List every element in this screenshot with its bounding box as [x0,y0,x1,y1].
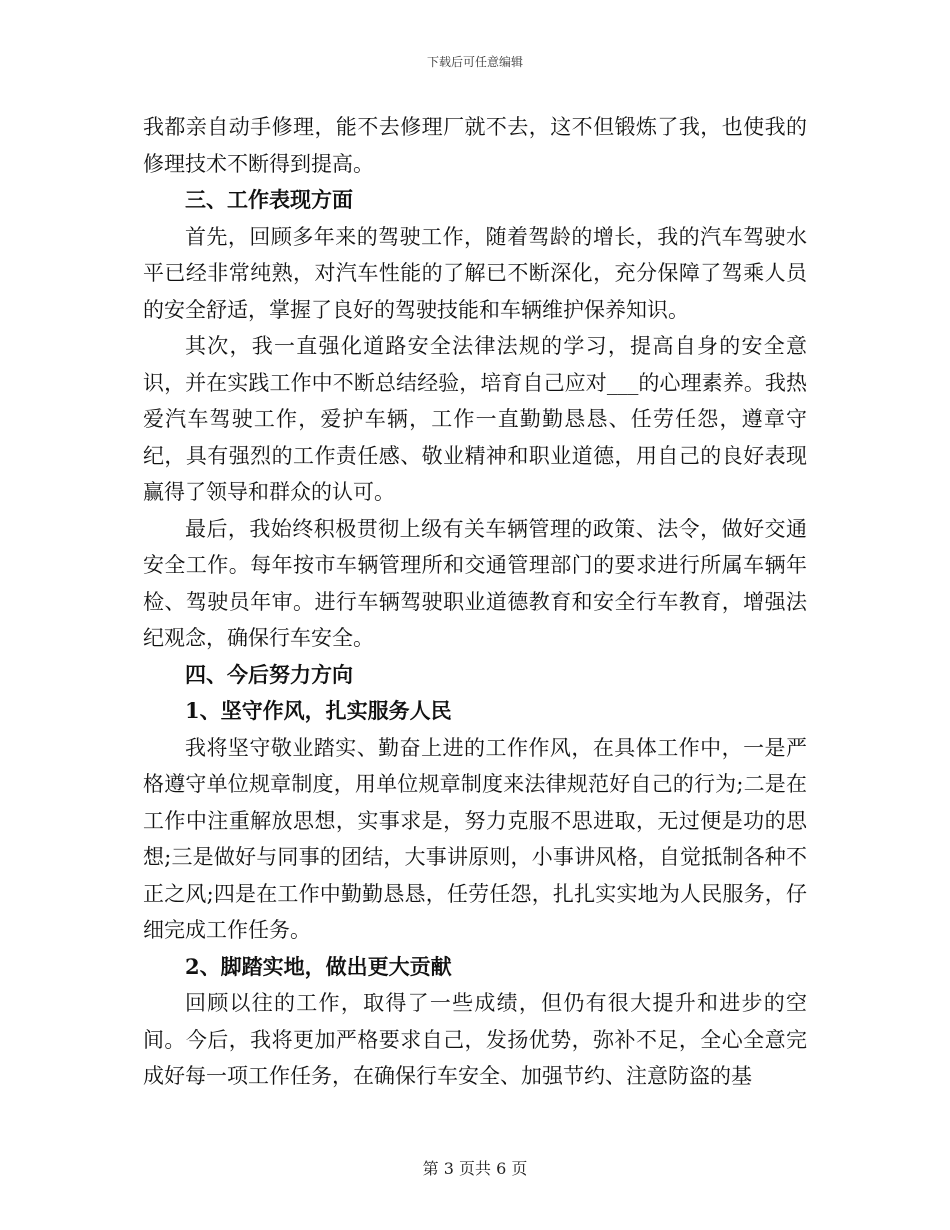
subheading-4-1: 1、坚守作风，扎实服务人民 [185,698,452,723]
subheading-4-2: 2、脚踏实地，做出更大贡献 [185,953,452,979]
paragraph-first: 首先，回顾多年来的驾驶工作，随着驾龄的增长，我的汽车驾驶水平已经非常纯熟，对汽车性能的了解已不断深化，充分保障了驾乘人员的安全舒适，掌握了良好的驾驶技能和车辆维护保养知识。 [143,224,807,322]
paragraph-work-style: 我将坚守敬业踏实、勤奋上进的工作作风，在具体工作中，一是严格遵守单位规章制度，用单位规章制度来法律规范好自己的行为;二是在工作中注重解放思想，实事求是，努力克服不思进取，无过便是功的思想;三是做好与同事的团结，大事讲原则，小事讲风格，自觉抵制各种不正之风;四是在工作中勤勤恳恳，任劳任怨，扎扎实实地为人民服务，仔细完成工作任务。 [143,735,807,942]
paragraph-last: 最后，我始终积极贯彻上级有关车辆管理的政策、法令，做好交通安全工作。每年按市车辆管理所和交通管理部门的要求进行所属车辆年检、驾驶员年审。进行车辆驾驶职业道德教育和安全行车教育，增强法纪观念，确保行车安全。 [143,516,807,650]
page-footer-number: 第 3 页共 6 页 [422,1159,528,1178]
document-body [143,109,807,1095]
page-header: 下载后可任意编辑 [426,55,523,69]
section-heading-4: 四、今后努力方向 [185,661,353,687]
paragraph-continuation: 我都亲自动手修理，能不去修理厂就不去，这不但锻炼了我，也使我的修理技术不断得到提高。 [143,115,807,176]
paragraph-second: 其次，我一直强化道路安全法律法规的学习，提高自身的安全意识，并在实践工作中不断总结经验，培育自己应对___的心理素养。我热爱汽车驾驶工作，爱护车辆，工作一直勤勤恳恳、任劳任怨，遵章守纪，具有强烈的工作责任感、敬业精神和职业道德，用自己的良好表现赢得了领导和群众的认可。 [143,334,807,504]
section-heading-3: 三、工作表现方面 [185,187,353,212]
paragraph-contribution: 回顾以往的工作，取得了一些成绩，但仍有很大提升和进步的空间。今后，我将更加严格要求自己，发扬优势，弥补不足，全心全意完成好每一项工作任务，在确保行车安全、加强节约、注意防盗的基 [143,991,807,1088]
